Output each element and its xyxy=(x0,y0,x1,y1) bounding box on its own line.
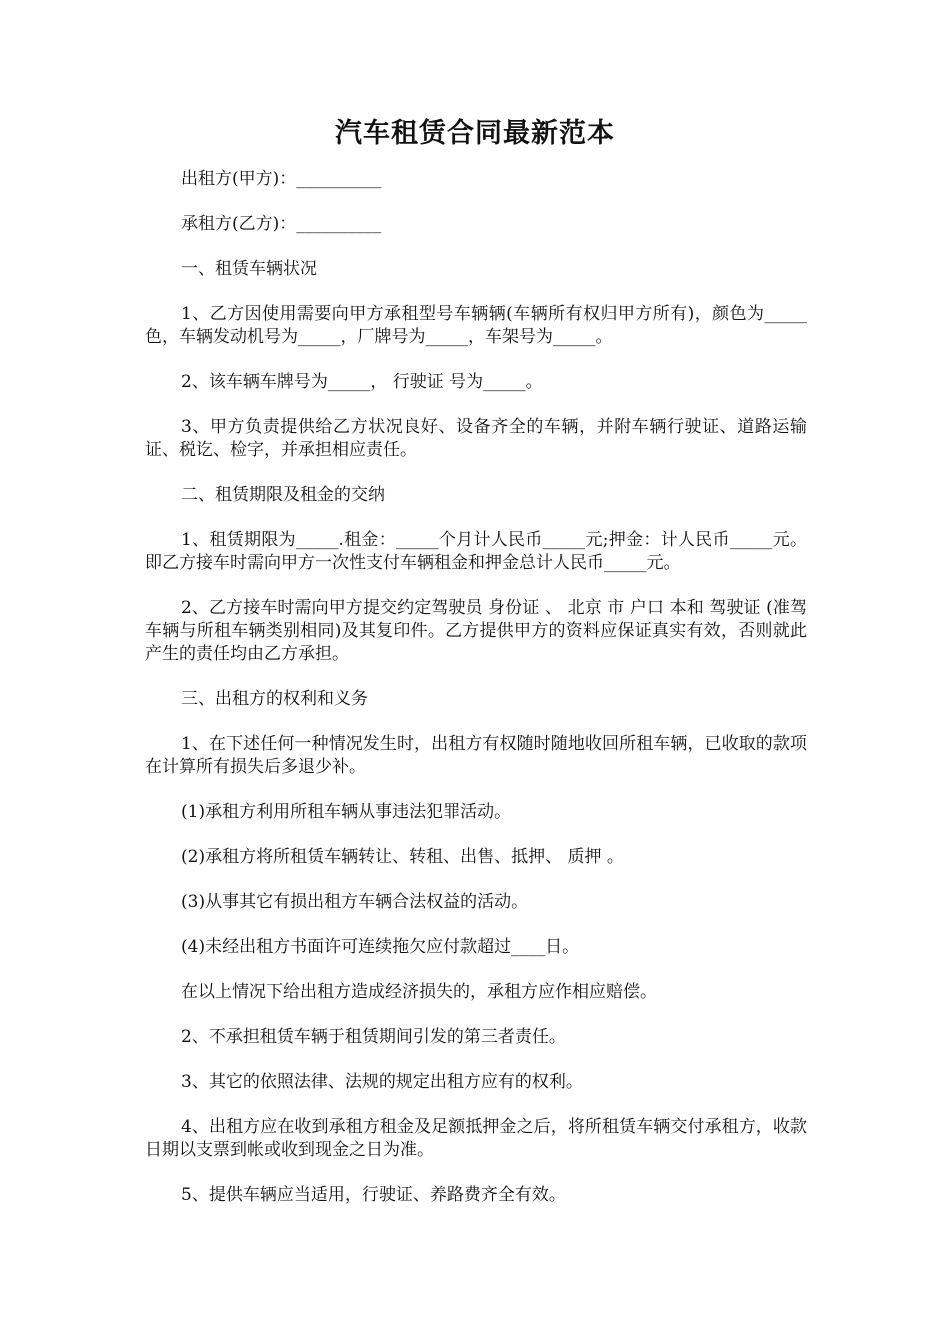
sub-clause-paragraph: (4)未经出租方书面许可连续拖欠应付款超过____日。 xyxy=(181,937,580,957)
sub-clause-paragraph: (3)从事其它有损出租方车辆合法权益的活动。 xyxy=(181,892,529,912)
clause-paragraph: 4、出租方应在收到承租方租金及足额抵押金之后，将所租赁车辆交付承租方，收款日期以支票到帐或收到现金之日为准。 xyxy=(145,1117,807,1160)
clause-paragraph: 在以上情况下给出租方造成经济损失的，承租方应作相应赔偿。 xyxy=(181,982,657,1002)
sub-clause-paragraph: (2)承租方将所租赁车辆转让、转租、出售、抵押、 质押 。 xyxy=(181,847,624,867)
clause-paragraph: 3、甲方负责提供给乙方状况良好、设备齐全的车辆，并附车辆行驶证、道路运输证、税讫、检字，并承担相应责任。 xyxy=(145,417,807,460)
clause-paragraph: 2、不承担租赁车辆于租赁期间引发的第三者责任。 xyxy=(181,1027,566,1047)
section-heading-lessor-rights: 三、出租方的权利和义务 xyxy=(181,689,368,709)
section-heading-vehicle: 一、租赁车辆状况 xyxy=(181,259,317,279)
clause-paragraph: 5、提供车辆应当适用，行驶证、养路费齐全有效。 xyxy=(181,1185,566,1205)
document-title: 汽车租赁合同最新范本 xyxy=(335,118,615,149)
sub-clause-paragraph: (1)承租方利用所租车辆从事违法犯罪活动。 xyxy=(181,802,512,822)
clause-paragraph: 1、乙方因使用需要向甲方承租型号车辆辆(车辆所有权归甲方所有)，颜色为_____色，车辆发动机号为_____，厂牌号为_____，车架号为_____。 xyxy=(145,304,807,347)
lessor-line: 出租方(甲方)：__________ xyxy=(181,169,382,189)
clause-paragraph: 3、其它的依照法律、法规的规定出租方应有的权利。 xyxy=(181,1072,583,1092)
clause-paragraph: 2、该车辆车牌号为_____， 行驶证 号为_____。 xyxy=(181,372,543,392)
document-body xyxy=(145,168,807,1229)
clause-paragraph: 1、租赁期限为_____.租金：_____个月计人民币_____元;押金：计人民币_____元。即乙方接车时需向甲方一次性支付车辆租金和押金总计人民币_____元。 xyxy=(145,530,807,573)
clause-paragraph: 1、在下述任何一种情况发生时，出租方有权随时随地收回所租车辆，已收取的款项在计算所有损失后多退少补。 xyxy=(145,734,807,777)
clause-paragraph: 2、乙方接车时需向甲方提交约定驾驶员 身份证 、 北京 市 户口 本和 驾驶证 (准驾车辆与所租车辆类别相同)及其复印件。乙方提供甲方的资料应保证真实有效，否则就此产生的责任均由乙方承担。 xyxy=(145,598,807,664)
lessee-line: 承租方(乙方)：__________ xyxy=(181,214,382,234)
section-heading-term-rent: 二、租赁期限及租金的交纳 xyxy=(181,485,385,505)
